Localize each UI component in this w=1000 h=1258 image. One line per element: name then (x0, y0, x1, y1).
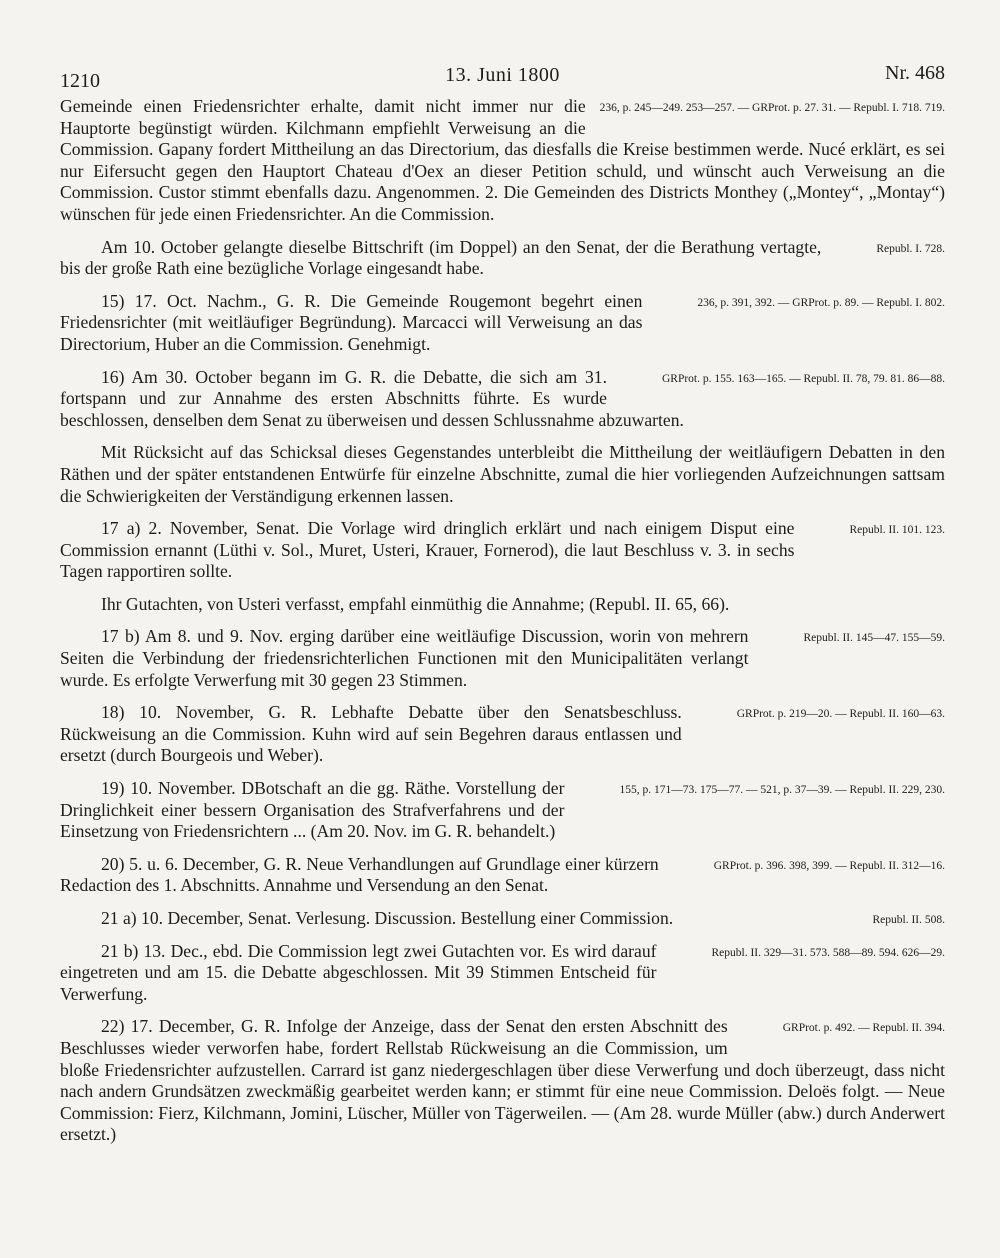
paragraph (60, 854, 945, 897)
document-number: Nr. 468 (885, 62, 945, 84)
source-reference: GRProt. p. 219—20. — Republ. II. 160—63. (736, 708, 945, 721)
paragraph (60, 594, 945, 616)
page-date: 13. Juni 1800 (445, 64, 560, 86)
source-reference: Republ. II. 329—31. 573. 588—89. 594. 626—29. (711, 946, 945, 959)
source-reference: 155, p. 171—73. 175—77. — 521, p. 37—39. — Republ. II. 229, 230. (619, 784, 945, 797)
source-reference: 236, p. 245—249. 253—257. — GRProt. p. 27. 31. — Republ. I. 718. 719. (599, 102, 945, 114)
paragraph-text: 20) 5. u. 6. December, G. R. Neue Verhandlungen auf Grundlage einer kürzern Redaction des 1. Abschnitts. Annahme und Versendung an den Senat. (60, 853, 659, 896)
paragraph-text: Gemeinde einen Friedensrichter erhalte, damit nicht immer nur die Hauptorte begünstigt würden. Kilchmann empfiehlt Verweisung an die Commission. Gapany fordert Mittheilung an das Directorium, das diesfalls die Kreise bestimmen werde. Nucé erklärt, es sei nur Eifersucht gegen den Hauptort Chateau d'Oex an dieser Petition schuld, und wünscht auch Verweisung an die Commission. Custor stimmt ebenfalls dazu. Angenommen. 2. Die Gemeinden des Districts Monthey („Montey“, „Montay“) wünschen für jede einen Friedensrichter. An die Commission. (60, 96, 945, 224)
paragraph-text: 15) 17. Oct. Nachm., G. R. Die Gemeinde Rougemont begehrt einen Friedensrichter (mit weitläufiger Begründung). Marcacci will Verweisung an das Directorium, Huber an die Commission. Genehmigt. (60, 290, 643, 354)
paragraph-text: 21 a) 10. December, Senat. Verlesung. Discussion. Bestellung einer Commission. (101, 908, 674, 928)
page-number: 1210 (60, 70, 100, 92)
paragraph (60, 96, 945, 226)
paragraph (60, 626, 945, 691)
source-reference: GRProt. p. 396. 398, 399. — Republ. II. 312—16. (713, 859, 945, 872)
running-head (60, 62, 945, 96)
body-text (60, 96, 945, 1146)
paragraph-text: 17 b) Am 8. und 9. Nov. erging darüber eine weitläufige Discussion, worin von mehrern Seiten die Verbindung der friedensrichterlichen Functionen mit den Municipalitäten verlangt wurde. Es erfolgte Verwerfung mit 30 gegen 23 Stimmen. (60, 626, 749, 690)
paragraph (60, 237, 945, 280)
source-reference: Republ. II. 101. 123. (849, 524, 945, 537)
paragraph-text: 18) 10. November, G. R. Lebhafte Debatte über den Senatsbeschluss. Rückweisung an die Commission. Kuhn wird auf sein Begehren daraus entlassen und ersetzt (durch Bourgeois und Weber). (60, 702, 682, 766)
paragraph-text: Am 10. October gelangte dieselbe Bittschrift (im Doppel) an den Senat, der die Berathung vertagte, bis der große Rath eine bezügliche Vorlage eingesandt habe. (60, 236, 822, 279)
paragraph (60, 702, 945, 767)
source-reference: Republ. II. 145—47. 155—59. (803, 632, 945, 645)
paragraph (60, 908, 945, 930)
paragraph-text: Mit Rücksicht auf das Schicksal dieses Gegenstandes unterbleibt die Mittheilung der weitläufigern Debatten in den Räthen und der später entstandenen Entwürfe für einzelne Abschnitte, zumal die hier vorliegenden Aufzeichnungen sattsam die Schwierigkeiten der Verständigung erkennen lassen. (60, 442, 945, 506)
paragraph-text: 17 a) 2. November, Senat. Die Vorlage wird dringlich erklärt und nach einigem Disput eine Commission ernannt (Lüthi v. Sol., Muret, Usteri, Krauer, Fornerod), die laut Beschluss v. 3. in sechs Tagen rapportiren sollte. (60, 518, 795, 582)
paragraph (60, 291, 945, 356)
source-reference: Republ. II. 508. (872, 914, 945, 926)
source-reference: 236, p. 391, 392. — GRProt. p. 89. — Republ. I. 802. (697, 296, 945, 309)
paragraph (60, 1016, 945, 1146)
paragraph-text: 16) Am 30. October begann im G. R. die Debatte, die sich am 31. fortspann und zur Annahme des ersten Abschnitts führte. Es wurde beschlossen, denselben dem Senat zu überweisen und dessen Schlussnahme abzuwarten. (60, 366, 684, 430)
paragraph (60, 778, 945, 843)
source-reference: GRProt. p. 155. 163—165. — Republ. II. 78, 79. 81. 86—88. (661, 372, 945, 385)
paragraph (60, 518, 945, 583)
paragraph-text: Ihr Gutachten, von Usteri verfasst, empfahl einmüthig die Annahme; (Republ. II. 65, 66). (101, 593, 730, 614)
paragraph (60, 442, 945, 507)
paragraph (60, 367, 945, 432)
source-reference: Republ. I. 728. (876, 242, 945, 255)
paragraph-text: 21 b) 13. Dec., ebd. Die Commission legt zwei Gutachten vor. Es wird darauf eingetreten und am 15. die Debatte abgeschlossen. Mit 39 Stimmen Entscheid für Verwerfung. (60, 940, 657, 1004)
paragraph-text: 22) 17. December, G. R. Infolge der Anzeige, dass der Senat den ersten Abschnitt des Beschlusses wieder verworfen habe, fordert Rellstab Rückweisung an die Commission, um bloße Friedensrichter aufzustellen. Carrard ist ganz niedergeschlagen über diese Verwerfung und doch überzeugt, dass nicht nach andern Grundsätzen zweckmäßig gearbeitet werden kann; er stimmt für eine neue Commission. Deloës folgt. — Neue Commission: Fierz, Kilchmann, Jomini, Lüscher, Müller von Tägerweilen. — (Am 28. wurde Müller (abw.) durch Anderwert ersetzt.) (60, 1016, 945, 1145)
paragraph-text: 19) 10. November. DBotschaft an die gg. Räthe. Vorstellung der Dringlichkeit einer bessern Organisation des Strafverfahrens und der Einsetzung von Friedensrichtern ... (Am 20. Nov. im G. R. behandelt.) (60, 778, 565, 842)
source-reference: GRProt. p. 492. — Republ. II. 394. (782, 1022, 945, 1035)
paragraph (60, 941, 945, 1006)
